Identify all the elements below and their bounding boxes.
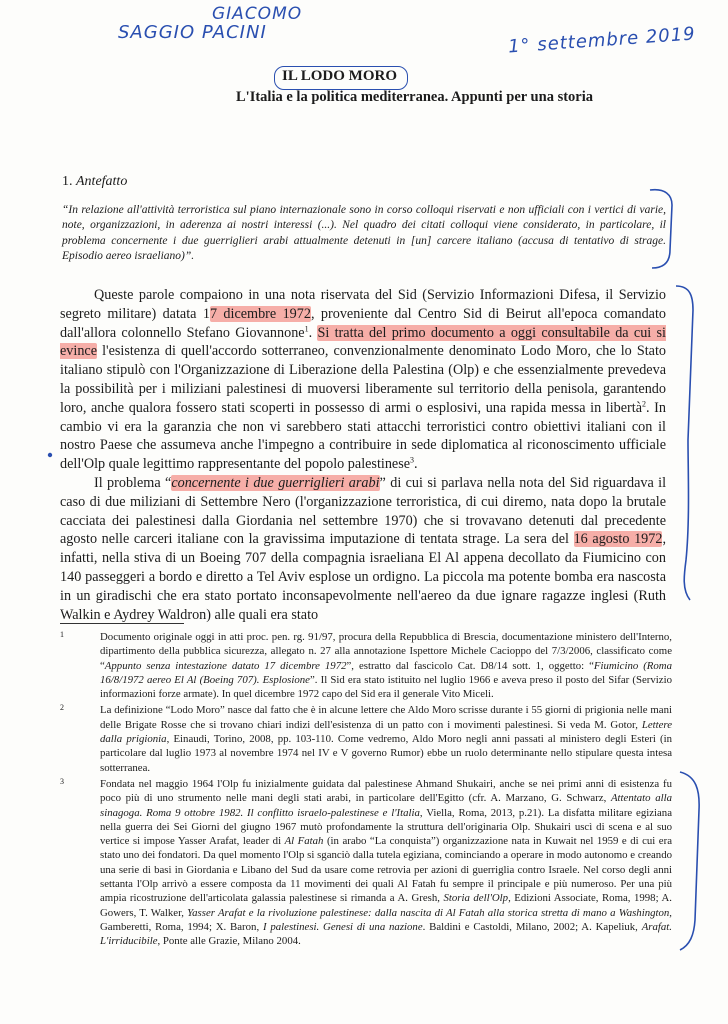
italic-run: Fiumicino (Roma 16/8/1972 aereo El Al (Boeing 707). Esplosione bbox=[100, 659, 672, 686]
italic-run: Al Fatah bbox=[284, 835, 324, 848]
text-run: , infatti, nella stiva di un Boeing 707 della compagnia israeliana El Al appena decollato da Fiumicino con 140 passeggeri a bordo e diretto a Tel Aviv esplose un ordigno. La piccola ma potente bomba era nascosta in un giradischi che era stato portato inconsapevolmente nell'aereo da due ignare ragazze inglesi (Ruth Walkin e Aydrey Waldron) alle quali era stato bbox=[60, 531, 667, 623]
text-run: . Baldini e Castoldi, Milano, 2002; A. Kapeliuk, bbox=[422, 920, 642, 933]
text-run: Documento originale oggi in atti proc. pen. rg. 91/97, procura della Repubblica di Brescia, documentazione ministero dell'Interno, dipartimento della pubblica sicurezza, allegato n. 27 alla annotazione Ispettore Michele Cacioppo del 7/3/2006, classificato come “ bbox=[100, 631, 672, 672]
footnote-ref-1[interactable]: 1 bbox=[304, 323, 309, 333]
margin-dot-mark bbox=[48, 453, 52, 457]
section-number: 1. bbox=[62, 174, 73, 189]
footnote-bracket-mark bbox=[680, 772, 699, 950]
handwritten-first-name: GIACOMO bbox=[212, 4, 303, 24]
footnote-number: 1 bbox=[60, 630, 64, 639]
epigraph-quote: “In relazione all'attività terroristica sul piano internazionale sono in corso colloqui riservati e non ufficiali con i vertici di varie, note, organizzazioni, in aderenza ai nostri interessi (...). Nel quadro dei citati colloqui viene considerato, in particolare, il problema concernente i due guerriglieri arabi attualmente detenuti in [un] carcere italiano (accusa di tentativo di strage. Episodio aereo israeliano)”. bbox=[62, 204, 666, 263]
text-run: La definizione “Lodo Moro” nasce dal fatto che è in alcune lettere che Aldo Moro scrisse durante i 55 giorni di prigionia nelle mani delle Brigate Rosse che si trovano chiari indizi dell'esistenza di un patto con i movimenti palestinesi. Si veda M. Gotor, bbox=[100, 704, 672, 731]
page-subtitle: L'Italia e la politica mediterranea. Appunti per una storia bbox=[236, 89, 593, 105]
text-run: , Einaudi, Torino, 2008, pp. 103-110. Come vedremo, Aldo Moro negli anni passati al ministero degli Esteri (in particolare dal luglio 1973 al novembre 1974 nel IV e V governo Rumor) ebbe un ruolo determinante nello stipulare questa intesa sotterranea. bbox=[100, 733, 673, 774]
page-title: IL LODO MORO bbox=[282, 68, 398, 84]
text-run: Fondata nel maggio 1964 l'Olp fu inizialmente guidata dal palestinese Ahmand Shukairi, anche se nei primi anni di esistenza fu poco più di uno strumento nelle mani degli stati arabi, in particolare dell'Egitto (cfr. A. Marzano, G. Schwarz, bbox=[100, 777, 672, 805]
body-bracket-mark bbox=[676, 286, 693, 600]
highlight-quote: concernente i due guerriglieri arabi bbox=[171, 474, 380, 491]
text-run: Il problema “ bbox=[94, 474, 172, 491]
italic-run: Attentato alla sinagoga. Roma 9 ottobre 1982. Il conflitto israelo-palestinese e l'Italia bbox=[100, 792, 672, 819]
footnote-number: 2 bbox=[60, 703, 64, 713]
highlight-document: Si tratta del primo documento a oggi consultabile da cui si evince bbox=[60, 324, 667, 360]
italic-run: Storia dell'Olp bbox=[443, 892, 509, 905]
footnote-ref-3[interactable]: 3 bbox=[410, 455, 415, 465]
text-run: . In cambio vi era la garanzia che non vi sarebbero stati attacchi terroristici contro obiettivi italiani con il nostro Paese che assumeva anche l'impegno a contribuire in sede diplomatica al riconoscimento ufficiale dell'Olp quale legittimo rappresentante del popolo palestinese bbox=[60, 399, 666, 473]
italic-run: I palestinesi. Genesi di una nazione bbox=[262, 920, 423, 933]
text-run: . bbox=[414, 456, 418, 473]
text-run: ”. Il Sid era stato istituito nel luglio 1966 e aveva preso il posto del Sifar (Servizio informazioni forze armate). In quel dicembre 1972 capo del Sid era il generale Vito Miceli. bbox=[100, 673, 672, 701]
highlight-date-2: 16 agosto 1972 bbox=[573, 531, 663, 548]
text-run: l'esistenza di quell'accordo sotterraneo, convenzionalmente denominato Lodo Moro, che lo Stato italiano stipulò con l'Organizzazione di Liberazione della Palestina (Olp) e che essenzialmente prevedeva la possibilità per i miliziani palestinesi di muoversi liberamente sul territorio della penisola, garantendo loro, anche qualora fossero stati scoperti in possesso di armi o esplosivi, una rapida messa in libertà bbox=[60, 343, 666, 416]
text-run: Queste parole compaiono in una nota riservata del Sid (Servizio Informazioni Difesa, il Servizio segreto militare) datata 1 bbox=[60, 287, 666, 322]
text-run: , Viella, Roma, 2013, p.21). La disfatta militare egiziana nella guerra dei Sei Giorni del giugno 1967 mutò profondamente la struttura dell'originaria Olp. Shukairi uscì di scena e al suo vertice si impose Yasser Arafat, leader di bbox=[100, 806, 672, 848]
text-run: ”, estratto dal fascicolo Cat. D8/14 sott. 1, oggetto: “ bbox=[346, 659, 594, 672]
text-run: , Edizioni Associate, Roma, 1998; A. Gowers, T. Walker, bbox=[100, 892, 672, 919]
section-title: Antefatto bbox=[76, 174, 128, 189]
handwritten-date: 1° settembre 2019 bbox=[507, 23, 697, 58]
text-run: , proveniente dal Centro Sid di Beirut all'epoca comandato dall'allora colonnello Stefano Giovannone bbox=[60, 305, 666, 341]
text-run: . bbox=[308, 324, 318, 341]
handwritten-surname: SAGGIO PACINI bbox=[118, 22, 267, 43]
quote-bracket-mark bbox=[650, 190, 672, 268]
footnote-ref-2[interactable]: 2 bbox=[642, 399, 647, 409]
text-run: (in arabo “La conquista”) organizzazione nata in Kuwait nel 1959 e di cui era stato uno dei fondatori. Da quel momento l'Olp si sganciò dalla tutela egiziana, cominciando a operare in modo autonomo e creando una serie di basi in Giordania e Libano del Sud da usare come retrovia per azioni di guerriglia contro Israele. Nel corso degli anni settanta l'Olp arrivò a essere composta da 11 movimenti dei quali Al Fatah fu sempre il principale e più numeroso. Per una più ampia ricostruzione dell'articolata galassia palestinese si rimanda a A. Gresh, bbox=[100, 835, 672, 905]
italic-run: Yasser Arafat e la rivoluzione palestinese: dalla nascita di Al Fatah alla storica stretta di mano a Washington bbox=[187, 906, 670, 919]
text-run: , Ponte alle Grazie, Milano 2004. bbox=[157, 935, 301, 948]
footnote-number: 3 bbox=[60, 776, 64, 786]
highlight-date: 7 dicembre 1972 bbox=[209, 305, 311, 322]
italic-run: Lettere dalla prigionia bbox=[100, 718, 672, 746]
italic-run: Arafat. L'irriducibile bbox=[100, 920, 672, 948]
text-run: ” di cui si parlava nella nota del Sid riguardava il caso di due miliziani di Settembre Nero (l'organizzazione terroristica, di cui diremo, nata dopo la brutale cacciata dei palestinesi dalla Giordania nel settembre 1970) che si trovavano detenuti dal precedente agosto nelle carceri italiane con la gravissima imputazione di tentata strage. La sera del bbox=[60, 474, 667, 548]
italic-run: Appunto senza intestazione datato 17 dicembre 1972 bbox=[104, 659, 347, 672]
text-run: , Gamberetti, Roma, 1994; X. Baron, bbox=[100, 906, 672, 933]
